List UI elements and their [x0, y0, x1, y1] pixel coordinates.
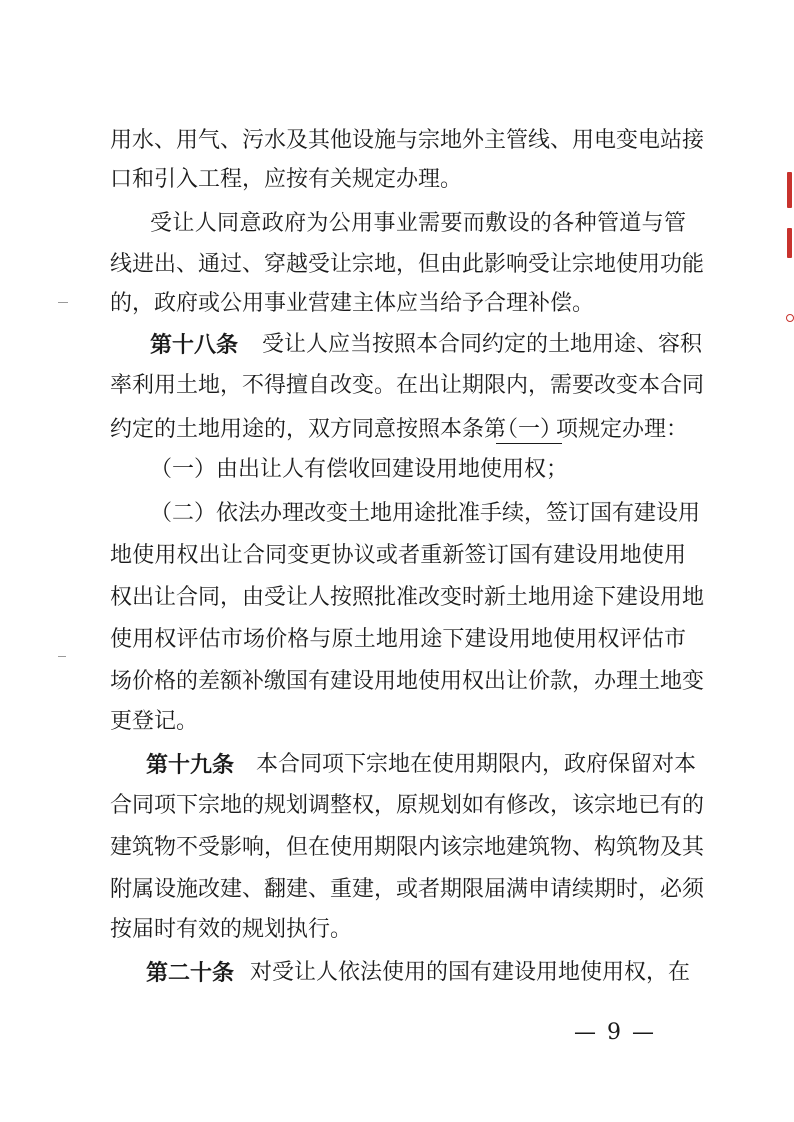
- text-line: [0, 910, 794, 950]
- paragraph-text: 建筑物不受影响，但在使用期限内该宗地建筑物、构筑物及其: [110, 835, 705, 860]
- scan-mark: [58, 656, 66, 657]
- paragraph-text: 场价格的差额补缴国有建设用地使用权出让价款，办理土地变: [110, 669, 705, 694]
- scan-mark: [58, 302, 68, 303]
- text-line: [0, 702, 794, 742]
- seal-edge-mark: [787, 172, 792, 208]
- text-line: [0, 450, 794, 490]
- seal-edge-mark: [787, 228, 792, 258]
- article-19-title: 第十九条: [146, 752, 235, 778]
- paragraph-text: 使用权评估市场价格与原土地用途下建设用地使用权评估市: [110, 627, 686, 652]
- text-line: [0, 745, 794, 785]
- text-line: [0, 536, 794, 576]
- seal-edge-mark: [786, 314, 794, 322]
- paragraph-text: 用水、用气、污水及其他设施与宗地外主管线、用电变电站接: [110, 128, 705, 153]
- text-line: [0, 325, 794, 365]
- paragraph-text: 合同项下宗地的规划调整权，原规划如有修改，该宗地已有的: [110, 793, 705, 818]
- paragraph-text: 按届时有效的规划执行。: [110, 917, 353, 942]
- paragraph-text: 线进出、通过、穿越受让宗地，但由此影响受让宗地使用功能: [110, 252, 705, 277]
- list-item-text: （二）依法办理改变土地用途批准手续，签订国有建设用: [150, 501, 701, 526]
- page-number: — 9 —: [574, 1020, 656, 1045]
- paragraph-text: 对受让人依法使用的国有建设用地使用权，在: [250, 960, 691, 985]
- fill-in-option: [496, 410, 563, 450]
- text-line: [0, 160, 794, 200]
- paragraph-text: 附属设施改建、翻建、重建，或者期限届满申请续期时，必须: [110, 877, 705, 902]
- paragraph-text: 率利用土地，不得擅自改变。在出让期限内，需要改变本合同: [110, 373, 705, 398]
- paragraph-text: 受让人应当按照本合同约定的土地用途、容积: [262, 332, 703, 357]
- article-20-title: 第二十条: [146, 960, 235, 986]
- paragraph-text: 权出让合同，由受让人按照批准改变时新土地用途下建设用地: [110, 585, 705, 610]
- text-line: [0, 786, 794, 826]
- text-line: [0, 578, 794, 618]
- text-line: [0, 620, 794, 660]
- paragraph-text: 的，政府或公用事业营建主体应当给予合理补偿。: [110, 291, 595, 316]
- text-line: [0, 284, 794, 324]
- list-item-text: （一）由出让人有偿收回建设用地使用权；: [150, 457, 569, 482]
- paragraph-text: 约定的土地用途的，双方同意按照本条第: [110, 417, 507, 442]
- article-18-title: 第十八条: [150, 332, 239, 358]
- text-line: [0, 366, 794, 406]
- text-line: [0, 953, 794, 993]
- paragraph-text: 受让人同意政府为公用事业需要而敷设的各种管道与管: [150, 211, 686, 236]
- fill-in-value: （一）: [496, 417, 563, 442]
- text-line: [0, 662, 794, 702]
- paragraph-text: 本合同项下宗地在使用期限内，政府保留对本: [256, 752, 697, 777]
- text-line: [0, 410, 794, 450]
- paragraph-text: 项规定办理：: [556, 417, 689, 442]
- text-line: [0, 870, 794, 910]
- text-line: [0, 494, 794, 534]
- text-line: [0, 828, 794, 868]
- text-line: [0, 121, 794, 161]
- text-line: [0, 204, 794, 244]
- paragraph-text: 地使用权出让合同变更协议或者重新签订国有建设用地使用: [110, 543, 686, 568]
- paragraph-text: 口和引入工程，应按有关规定办理。: [110, 167, 463, 192]
- text-line: [0, 245, 794, 285]
- paragraph-text: 更登记。: [110, 709, 199, 734]
